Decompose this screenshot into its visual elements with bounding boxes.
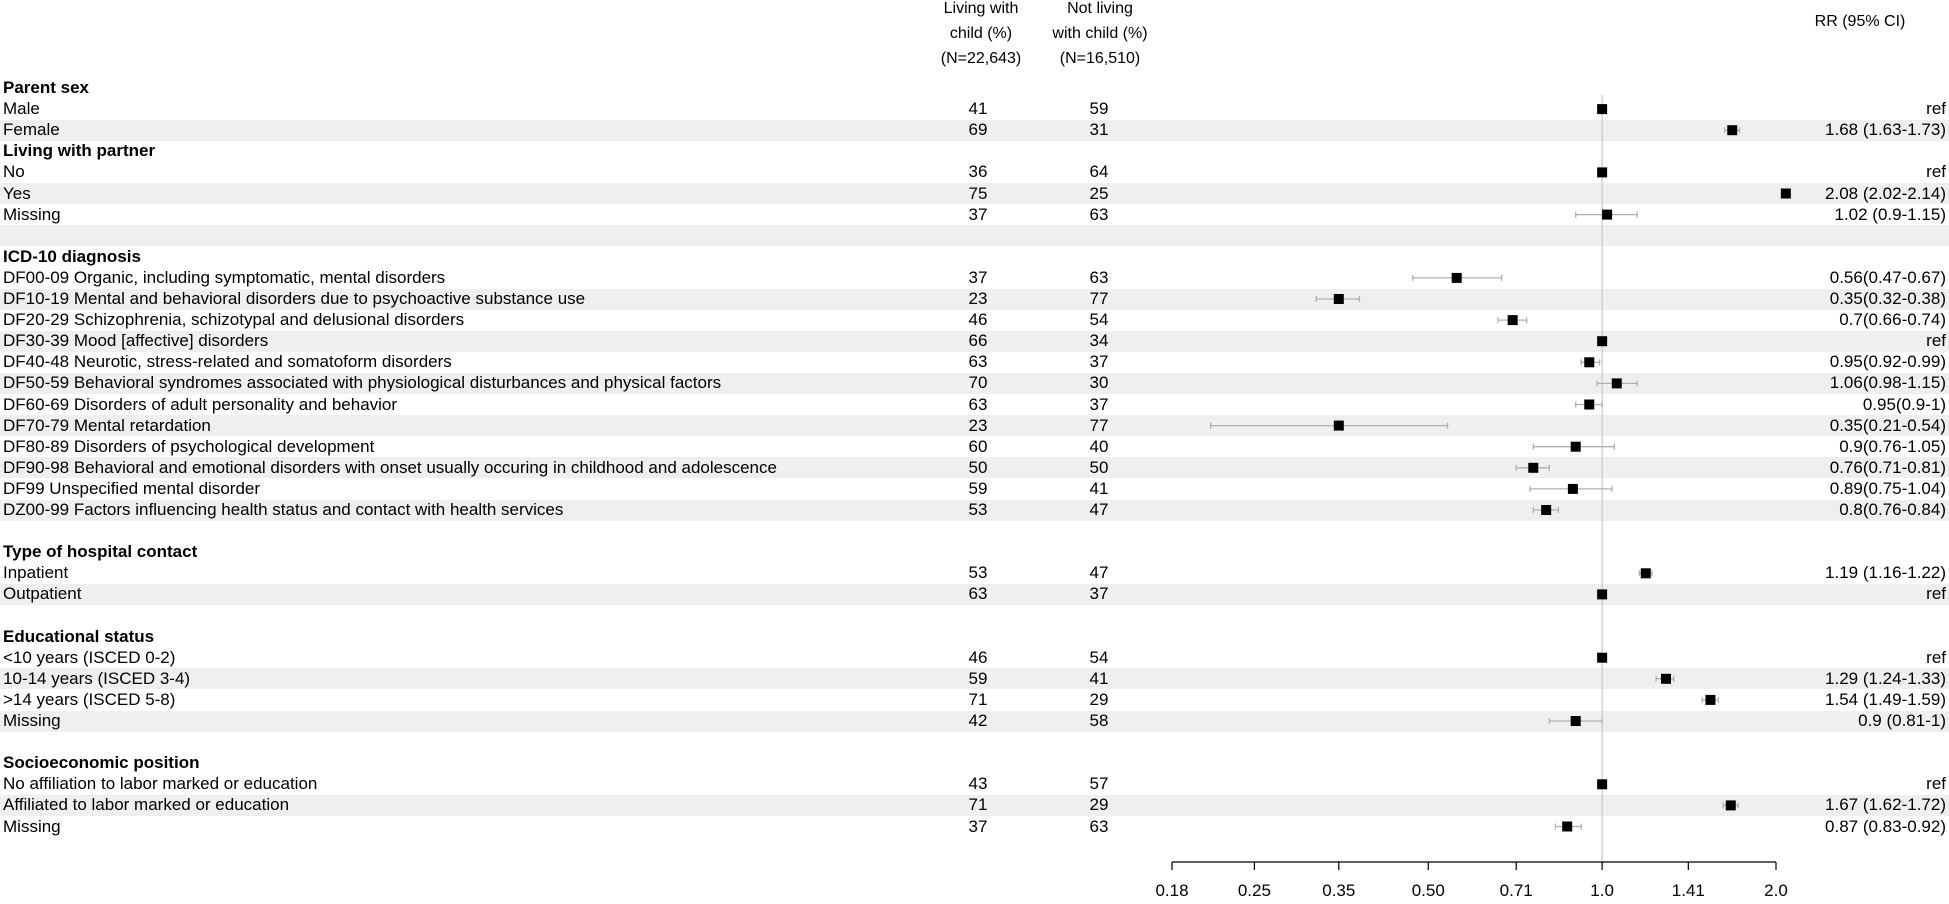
- rr-point: [1541, 505, 1551, 515]
- rr-ci-text: 1.19 (1.16-1.22): [1825, 563, 1946, 583]
- rr-point: [1508, 315, 1518, 325]
- pct-not-living-with-child: 29: [1089, 795, 1109, 815]
- pct-living-with-child: 69: [968, 120, 988, 140]
- pct-not-living-with-child: 64: [1089, 162, 1109, 182]
- pct-living-with-child: 41: [968, 99, 988, 119]
- row-label: DF70-79 Mental retardation: [3, 415, 211, 435]
- x-tick-label: 0.50: [1411, 881, 1445, 900]
- rr-ci-text: 1.68 (1.63-1.73): [1825, 120, 1946, 140]
- row-label: No: [3, 162, 25, 182]
- section-heading: Socioeconomic position: [3, 753, 200, 773]
- pct-not-living-with-child: 77: [1089, 415, 1109, 435]
- rr-point: [1584, 400, 1594, 410]
- pct-not-living-with-child: 40: [1089, 436, 1109, 456]
- pct-not-living-with-child: 50: [1089, 457, 1109, 477]
- x-tick-label: 1.41: [1671, 881, 1705, 900]
- row-label: DF99 Unspecified mental disorder: [3, 478, 261, 498]
- rr-point: [1562, 822, 1572, 832]
- row-label: Inpatient: [3, 563, 69, 583]
- rr-ci-text: 0.7(0.66-0.74): [1839, 310, 1946, 330]
- row-label: <10 years (ISCED 0-2): [3, 647, 176, 667]
- pct-living-with-child: 46: [968, 310, 988, 330]
- row-label: Missing: [3, 711, 61, 730]
- row-label: Male: [3, 99, 40, 119]
- rr-point: [1571, 716, 1581, 726]
- x-tick-label: 0.35: [1322, 881, 1356, 900]
- section-heading: Educational status: [3, 626, 155, 646]
- rr-point: [1781, 189, 1791, 199]
- rr-point: [1597, 336, 1607, 346]
- rr-ci-text: 0.35(0.32-0.38): [1829, 289, 1946, 308]
- pct-not-living-with-child: 37: [1089, 394, 1109, 414]
- row-label: Outpatient: [3, 584, 82, 604]
- rr-ci-text: ref: [1926, 647, 1946, 667]
- pct-living-with-child: 66: [968, 331, 988, 351]
- rr-point: [1661, 674, 1671, 684]
- pct-living-with-child: 70: [968, 373, 988, 393]
- pct-living-with-child: 71: [968, 795, 988, 815]
- col-header-not-living-with-child: Not living with child (%) (N=16,510): [1052, 0, 1148, 67]
- pct-not-living-with-child: 25: [1089, 183, 1109, 203]
- pct-living-with-child: 43: [968, 774, 988, 794]
- x-tick-label: 0.71: [1499, 881, 1533, 900]
- rr-ci-text: 0.9 (0.81-1): [1858, 711, 1946, 730]
- rr-ci-text: ref: [1926, 774, 1946, 794]
- pct-not-living-with-child: 41: [1089, 668, 1109, 688]
- rr-point: [1334, 294, 1344, 304]
- row-label: DF90-98 Behavioral and emotional disorders with onset usually occuring in childhood and adolescence: [3, 457, 777, 477]
- pct-living-with-child: 36: [968, 162, 988, 182]
- pct-not-living-with-child: 57: [1089, 774, 1109, 794]
- pct-living-with-child: 50: [968, 457, 988, 477]
- x-tick-label: 1.0: [1590, 881, 1614, 900]
- pct-living-with-child: 53: [968, 563, 988, 583]
- rr-point: [1584, 357, 1594, 367]
- pct-living-with-child: 46: [968, 647, 988, 667]
- pct-not-living-with-child: 41: [1089, 478, 1109, 498]
- x-tick-label: 2.0: [1764, 881, 1788, 900]
- rr-point: [1334, 421, 1344, 431]
- pct-not-living-with-child: 30: [1089, 373, 1109, 393]
- pct-living-with-child: 23: [968, 289, 988, 308]
- pct-not-living-with-child: 58: [1089, 711, 1109, 730]
- row-label: Missing: [3, 204, 61, 224]
- pct-not-living-with-child: 31: [1089, 120, 1109, 140]
- rr-ci-text: ref: [1926, 99, 1946, 119]
- rr-ci-text: 0.9(0.76-1.05): [1839, 436, 1946, 456]
- pct-not-living-with-child: 47: [1089, 563, 1109, 583]
- pct-living-with-child: 60: [968, 436, 988, 456]
- section-heading: Parent sex: [3, 78, 89, 97]
- row-label: DZ00-99 Factors influencing health status and contact with health services: [3, 500, 564, 519]
- pct-not-living-with-child: 63: [1089, 816, 1109, 836]
- pct-not-living-with-child: 54: [1089, 647, 1109, 667]
- pct-living-with-child: 37: [968, 816, 988, 836]
- rr-ci-text: 0.95(0.92-0.99): [1829, 352, 1946, 372]
- row-label: DF00-09 Organic, including symptomatic, mental disorders: [3, 267, 446, 287]
- pct-living-with-child: 63: [968, 352, 988, 372]
- pct-living-with-child: 71: [968, 689, 988, 709]
- pct-living-with-child: 63: [968, 394, 988, 414]
- row-label: DF50-59 Behavioral syndromes associated with physiological disturbances and physical factors: [3, 373, 722, 393]
- pct-living-with-child: 37: [968, 204, 988, 224]
- row-label: DF30-39 Mood [affective] disorders: [3, 331, 269, 351]
- row-label: Affiliated to labor marked or education: [3, 795, 290, 815]
- rr-point: [1597, 589, 1607, 599]
- pct-not-living-with-child: 37: [1089, 584, 1109, 604]
- rr-ci-text: 0.95(0.9-1): [1862, 394, 1946, 414]
- pct-living-with-child: 37: [968, 267, 988, 287]
- rr-point: [1597, 779, 1607, 789]
- rr-ci-text: 2.08 (2.02-2.14): [1825, 183, 1946, 203]
- pct-not-living-with-child: 54: [1089, 310, 1109, 330]
- pct-living-with-child: 63: [968, 584, 988, 604]
- x-tick-label: 0.18: [1155, 881, 1189, 900]
- rr-point: [1597, 167, 1607, 177]
- pct-living-with-child: 53: [968, 500, 988, 519]
- pct-not-living-with-child: 59: [1089, 99, 1109, 119]
- rr-ci-text: 1.67 (1.62-1.72): [1825, 795, 1946, 815]
- rr-point: [1452, 273, 1462, 283]
- row-label: Missing: [3, 816, 61, 836]
- pct-not-living-with-child: 37: [1089, 352, 1109, 372]
- row-label: Yes: [3, 183, 31, 203]
- rr-ci-text: 1.29 (1.24-1.33): [1825, 668, 1946, 688]
- rr-point: [1641, 568, 1651, 578]
- rr-point: [1612, 378, 1622, 388]
- col-header-rr: RR (95% CI): [1814, 13, 1906, 30]
- rr-point: [1528, 463, 1538, 473]
- row-label: Female: [3, 120, 60, 140]
- pct-not-living-with-child: 77: [1089, 289, 1109, 308]
- pct-not-living-with-child: 63: [1089, 267, 1109, 287]
- rr-point: [1597, 104, 1607, 114]
- col-header-living-with-child: Living with child (%) (N=22,643): [940, 0, 1022, 67]
- rr-ci-text: ref: [1926, 162, 1946, 182]
- row-label: >14 years (ISCED 5-8): [3, 689, 176, 709]
- rr-ci-text: ref: [1926, 331, 1946, 351]
- rr-point: [1597, 653, 1607, 663]
- pct-not-living-with-child: 63: [1089, 204, 1109, 224]
- rr-point: [1571, 442, 1581, 452]
- row-label: DF40-48 Neurotic, stress-related and somatoform disorders: [3, 352, 452, 372]
- rr-ci-text: 1.06(0.98-1.15): [1829, 373, 1946, 393]
- row-label: DF20-29 Schizophrenia, schizotypal and delusional disorders: [3, 310, 465, 330]
- rr-point: [1705, 695, 1715, 705]
- rr-ci-text: 1.54 (1.49-1.59): [1825, 689, 1946, 709]
- pct-living-with-child: 42: [968, 711, 988, 730]
- section-heading: Type of hospital contact: [3, 542, 198, 562]
- row-label: DF10-19 Mental and behavioral disorders due to psychoactive substance use: [3, 289, 586, 308]
- section-heading: Living with partner: [3, 141, 156, 161]
- rr-ci-text: 0.76(0.71-0.81): [1829, 457, 1946, 477]
- pct-not-living-with-child: 47: [1089, 500, 1109, 519]
- section-heading: ICD-10 diagnosis: [3, 246, 141, 266]
- row-label: DF80-89 Disorders of psychological development: [3, 436, 375, 456]
- rr-ci-text: 0.35(0.21-0.54): [1829, 415, 1946, 435]
- row-label: 10-14 years (ISCED 3-4): [3, 668, 191, 688]
- rr-point: [1602, 210, 1612, 220]
- rr-ci-text: 0.89(0.75-1.04): [1829, 478, 1946, 498]
- pct-not-living-with-child: 34: [1089, 331, 1109, 351]
- pct-not-living-with-child: 29: [1089, 689, 1109, 709]
- rr-point: [1727, 125, 1737, 135]
- x-tick-label: 0.25: [1237, 881, 1271, 900]
- rr-ci-text: ref: [1926, 584, 1946, 604]
- rr-ci-text: 1.02 (0.9-1.15): [1834, 204, 1946, 224]
- rr-ci-text: 0.56(0.47-0.67): [1829, 267, 1946, 287]
- rr-point: [1568, 484, 1578, 494]
- rr-point: [1726, 800, 1736, 810]
- pct-living-with-child: 59: [968, 478, 988, 498]
- pct-living-with-child: 75: [968, 183, 988, 203]
- pct-living-with-child: 59: [968, 668, 988, 688]
- pct-living-with-child: 23: [968, 415, 988, 435]
- row-label: DF60-69 Disorders of adult personality and behavior: [3, 394, 398, 414]
- row-label: No affiliation to labor marked or education: [3, 774, 318, 794]
- rr-ci-text: 0.8(0.76-0.84): [1839, 500, 1946, 519]
- rr-ci-text: 0.87 (0.83-0.92): [1825, 816, 1946, 836]
